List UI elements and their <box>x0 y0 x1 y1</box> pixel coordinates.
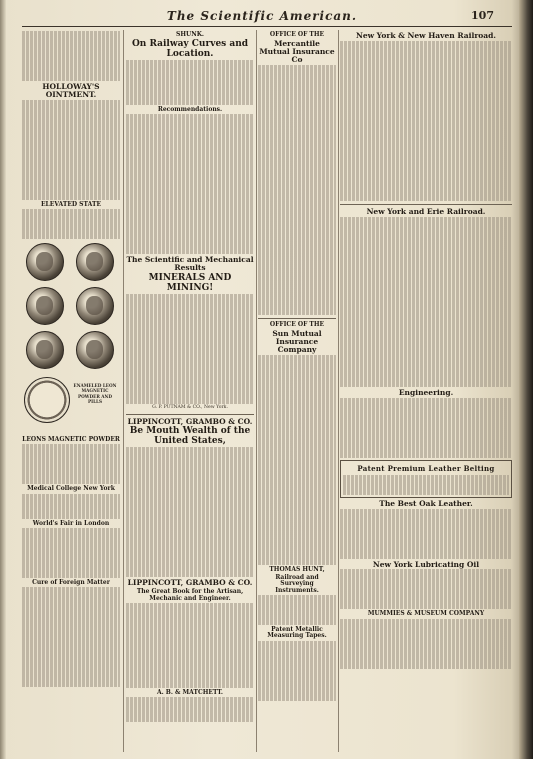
column-1 <box>22 30 120 752</box>
publisher-line: G. P. PUTNAM & CO., New York. <box>152 405 228 411</box>
advert-heading: On Railway Curves and Location. <box>131 39 249 59</box>
text-block <box>126 447 254 577</box>
medal-image <box>76 331 114 369</box>
advert-heading: Engineering. <box>398 387 454 397</box>
advert-heading: ELEVATED STATE <box>40 200 102 208</box>
medal-image <box>76 243 114 281</box>
text-block <box>258 355 336 565</box>
text-block <box>22 494 120 519</box>
advert-heading: The Great Book for the Artisan, Mechanic and Engineer. <box>136 588 244 602</box>
advert-heading: LEONS MAGNETIC POWDER <box>22 436 120 444</box>
advert-heading: New York Lubricating Oil <box>372 559 480 569</box>
advert-heading: LIPPINCOTT, GRAMBO & CO. <box>127 416 253 426</box>
advert-heading: THOMAS HUNT, <box>269 565 325 573</box>
advert-heading: OFFICE OF THE <box>269 31 325 38</box>
divider <box>340 204 512 205</box>
page-edge-left <box>0 0 6 759</box>
text-block <box>126 114 254 254</box>
advert-heading: MINERALS AND MINING! <box>148 273 232 293</box>
text-block <box>22 528 120 578</box>
text-block <box>340 569 512 609</box>
text-block <box>340 217 512 387</box>
advert-heading: The Best Oak Leather. <box>379 498 473 508</box>
column-4 <box>340 30 512 752</box>
text-block <box>340 619 512 669</box>
column-rule <box>123 30 124 752</box>
text-block <box>126 697 254 722</box>
column-2 <box>126 30 254 752</box>
column-rule <box>256 30 257 752</box>
masthead-title: The Scientific American. <box>166 9 358 23</box>
advert-heading: Medical College New York <box>27 485 115 493</box>
advert-heading: New York and Erie Railroad. <box>366 206 486 216</box>
advert-heading: New York & New Haven Railroad. <box>355 31 496 40</box>
medal-image <box>26 331 64 369</box>
medal-image <box>26 243 64 281</box>
text-block <box>22 209 120 239</box>
text-block <box>126 603 254 688</box>
advert-heading: OFFICE OF THE <box>269 320 325 328</box>
advert-heading: SHUNK. <box>175 31 205 38</box>
advert-heading: Recommendations. <box>157 106 223 114</box>
advert-heading: Cure of Foreign Matter <box>32 578 110 586</box>
masthead <box>22 9 512 25</box>
text-block <box>340 509 512 559</box>
medal-image <box>76 287 114 325</box>
medal-illustration <box>22 243 118 433</box>
text-block <box>258 65 336 315</box>
notice-box <box>340 460 512 498</box>
text-block <box>22 100 120 200</box>
page-edge-right <box>519 0 533 759</box>
advert-heading: MUMMIES & MUSEUM COMPANY <box>367 610 485 618</box>
header-rule <box>22 26 512 27</box>
advert-heading: The Scientific and Mechanical Results <box>126 255 254 273</box>
text-block <box>340 41 512 201</box>
text-block <box>126 294 254 404</box>
advert-heading: A. B. & MATCHETT. <box>156 688 224 696</box>
badge-caption: ENAMELED LEON MAGNETIC POWDER AND PILLS <box>73 383 117 404</box>
text-block <box>126 60 254 105</box>
text-block <box>340 398 512 458</box>
column-3 <box>258 30 336 752</box>
advert-heading: Be Mouth Wealth of the United States, <box>129 426 251 446</box>
advert-heading: HOLLOWAY'S OINTMENT. <box>42 82 100 99</box>
text-block <box>22 444 120 484</box>
page-number: 107 <box>471 9 494 22</box>
advert-heading: LIPPINCOTT, GRAMBO & CO. <box>127 578 253 588</box>
text-block <box>22 587 120 687</box>
text-block <box>258 641 336 701</box>
text-block <box>343 475 509 495</box>
advert-heading: Railroad and Surveying Instruments. <box>275 574 319 594</box>
text-block <box>258 595 336 625</box>
advert-heading: World's Fair in London <box>32 519 110 527</box>
notice-heading: Patent Premium Leather Belting <box>357 463 495 473</box>
divider <box>258 318 336 319</box>
advert-heading: Mercantile Mutual Insurance Co <box>259 39 335 65</box>
medal-image <box>26 287 64 325</box>
advert-heading: Sun Mutual Insurance Company <box>272 329 322 354</box>
text-block <box>22 31 120 81</box>
divider <box>126 414 254 415</box>
column-rule <box>338 30 339 752</box>
advert-heading: Patent Metallic Measuring Tapes. <box>267 626 327 640</box>
seal-badge <box>24 377 70 423</box>
